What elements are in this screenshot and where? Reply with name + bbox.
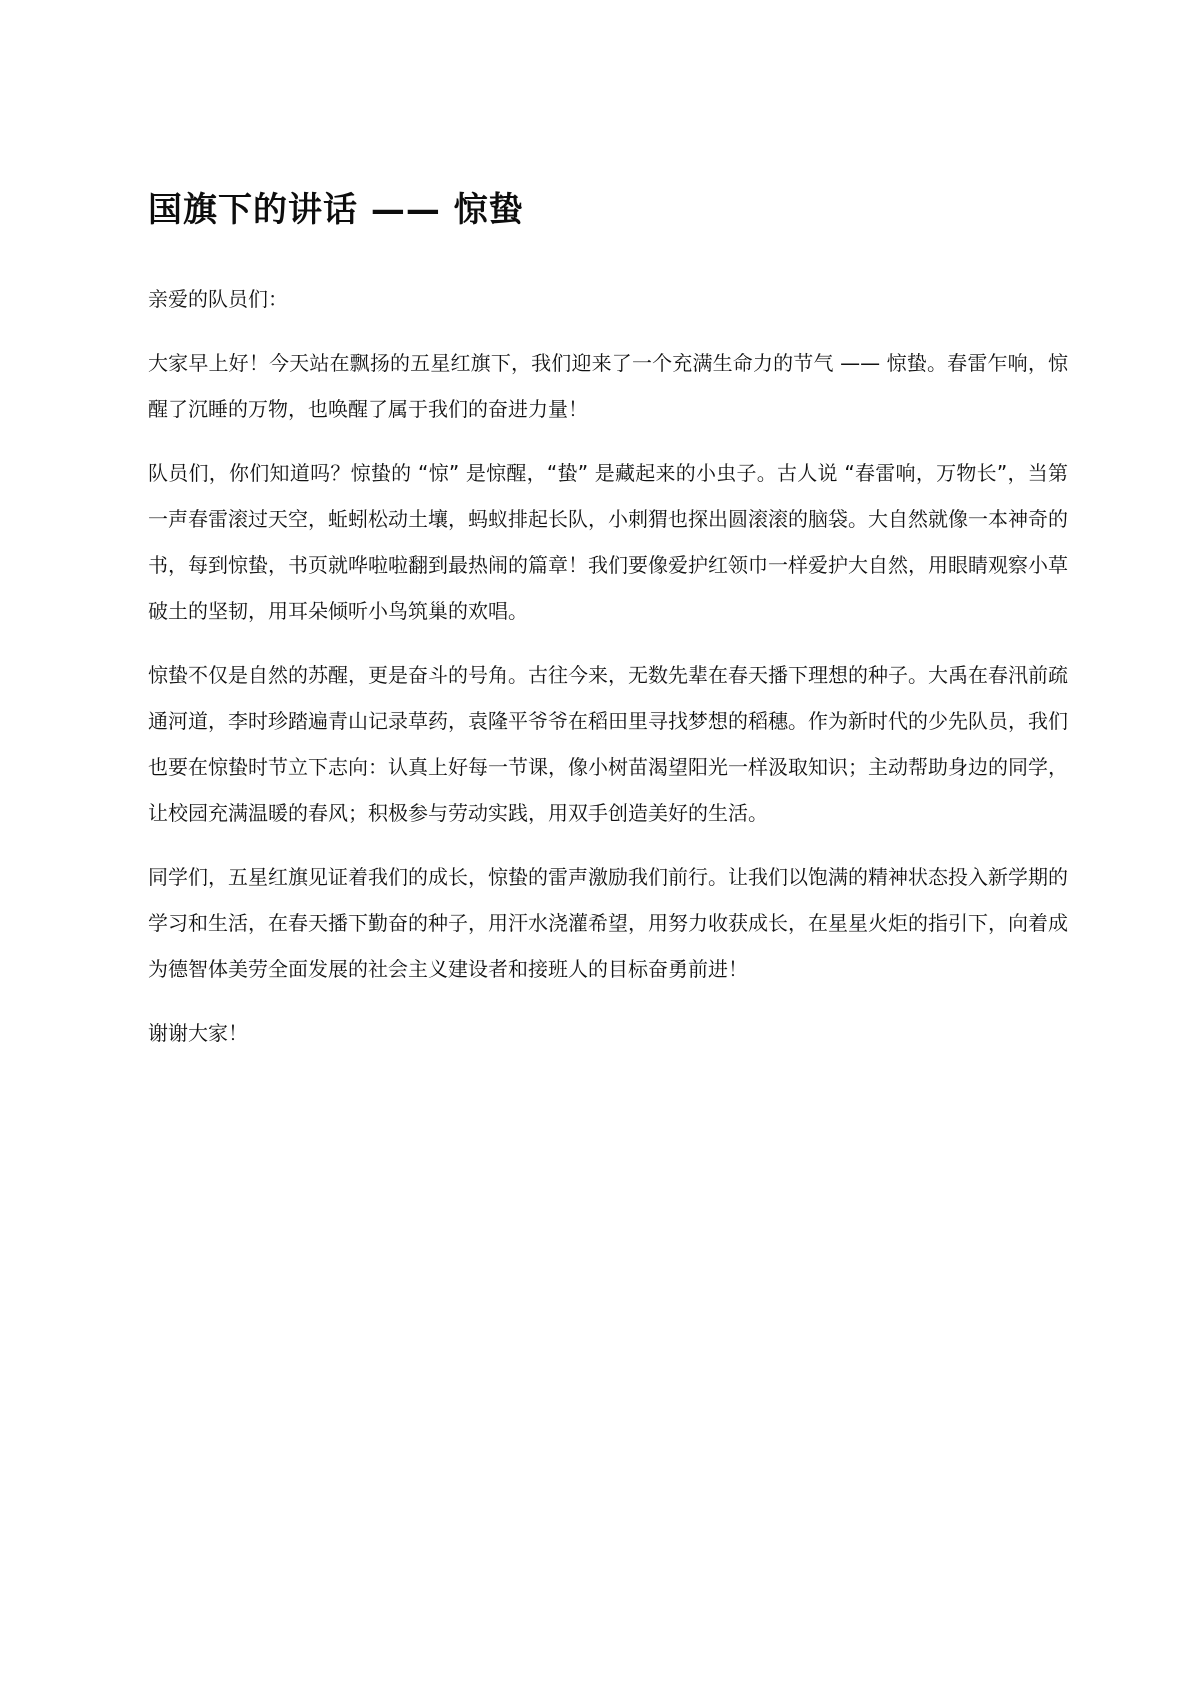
speech-title: 国旗下的讲话 —— 惊蛰 xyxy=(148,190,524,230)
speech-greeting: 亲爱的队员们： xyxy=(148,287,288,311)
speech-content xyxy=(148,188,1068,1074)
speech-paragraph-2: 队员们，你们知道吗？惊蛰的 “惊” 是惊醒，“蛰” 是藏起来的小虫子。古人说 “春雷响，万物长”，当第一声春雷滚过天空，蚯蚓松动土壤，蚂蚁排起长队，小刺猬也探出圆滚滚的脑袋。大自然就像一本神奇的书，每到惊蛰，书页就哗啦啦翻到最热闹的篇章！我们要像爱护红领巾一样爱护大自然，用眼睛观察小草破土的坚韧，用耳朵倾听小鸟筑巢的欢唱。 xyxy=(148,461,1068,623)
speech-paragraph-1: 大家早上好！今天站在飘扬的五星红旗下，我们迎来了一个充满生命力的节气 —— 惊蛰。春雷乍响，惊醒了沉睡的万物，也唤醒了属于我们的奋进力量！ xyxy=(148,351,1068,421)
speech-paragraph-3: 惊蛰不仅是自然的苏醒，更是奋斗的号角。古往今来，无数先辈在春天播下理想的种子。大禹在春汛前疏通河道，李时珍踏遍青山记录草药，袁隆平爷爷在稻田里寻找梦想的稻穗。作为新时代的少先队员，我们也要在惊蛰时节立下志向：认真上好每一节课，像小树苗渴望阳光一样汲取知识；主动帮助身边的同学，让校园充满温暖的春风；积极参与劳动实践，用双手创造美好的生活。 xyxy=(148,663,1068,825)
speech-closing: 谢谢大家！ xyxy=(148,1021,248,1045)
speech-paragraph-4: 同学们，五星红旗见证着我们的成长，惊蛰的雷声激励我们前行。让我们以饱满的精神状态投入新学期的学习和生活，在春天播下勤奋的种子，用汗水浇灌希望，用努力收获成长，在星星火炬的指引下，向着成为德智体美劳全面发展的社会主义建设者和接班人的目标奋勇前进！ xyxy=(148,865,1068,981)
